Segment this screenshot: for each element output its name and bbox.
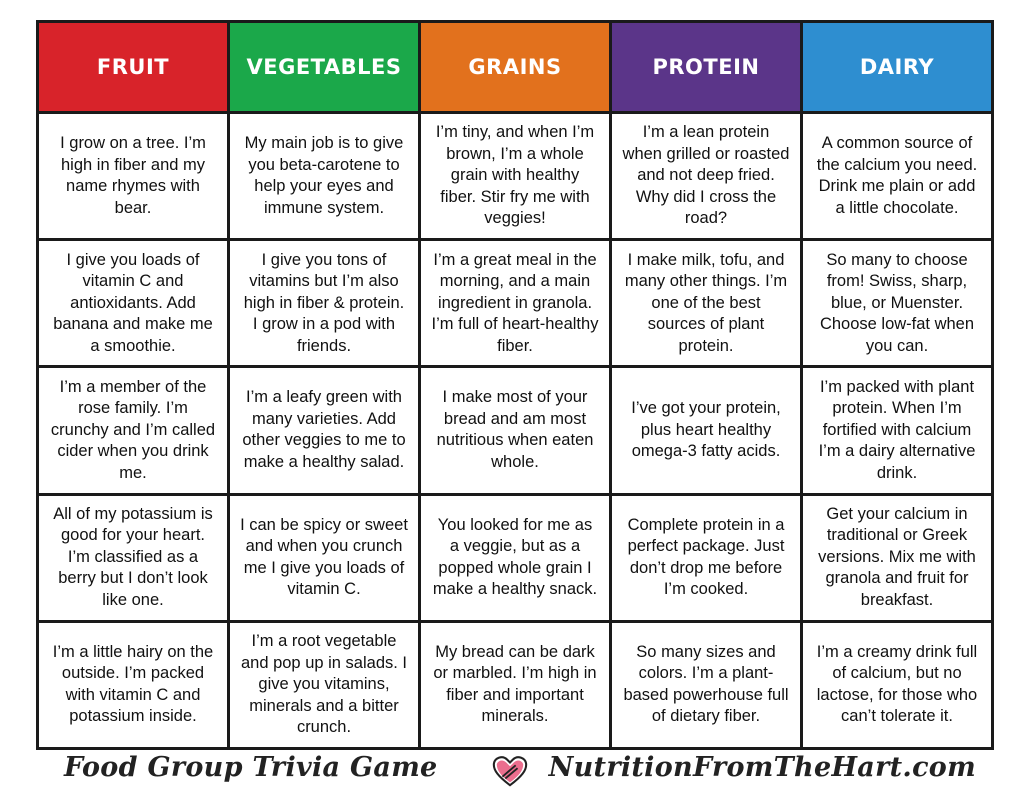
clue-card-dairy [803, 623, 991, 747]
clue-text: I make milk, tofu, and many other things. I’m one of the best sources of plant protein. [624, 250, 788, 355]
clue-text: I’m a root vegetable and pop up in salads. I give you vitamins, minerals and a bitter crunch. [240, 632, 408, 737]
clue-text: Complete protein in a perfect package. Just don’t drop me before I’m cooked. [627, 515, 785, 599]
clue-text: My main job is to give you beta-carotene to help your eyes and immune system. [244, 134, 404, 217]
clue-card-protein [612, 241, 800, 365]
clue-text: Get your calcium in traditional or Greek versions. Mix me with granola and fruit for breakfast. [818, 504, 976, 609]
clue-card-vegetables [230, 241, 418, 365]
clue-text: I can be spicy or sweet and when you crunch me I give you loads of vitamin C. [240, 515, 408, 599]
clue-card-fruit [39, 368, 227, 492]
clue-text: So many sizes and colors. I’m a plant-based powerhouse full of dietary fiber. [623, 642, 789, 726]
clue-card-fruit [39, 496, 227, 620]
clue-card-grains [421, 368, 609, 492]
clue-text: I make most of your bread and am most nutritious when eaten whole. [436, 388, 594, 471]
heart-logo-icon [491, 754, 529, 788]
clue-text: I’m a leafy green with many varieties. Add other veggies to me to make a healthy salad. [242, 388, 406, 471]
column-header-vegetables: VEGETABLES [230, 23, 418, 111]
clue-card-grains [421, 114, 609, 238]
clue-text: I’m a member of the rose family. I’m crunchy and I’m called cider when you drink me. [50, 377, 216, 482]
column-header-fruit: FRUIT [39, 23, 227, 111]
clue-text: I’m a lean protein when grilled or roasted and not deep fried. Why did I cross the road? [622, 123, 790, 228]
trivia-board [36, 20, 994, 750]
clue-text: My bread can be dark or marbled. I’m high in fiber and important minerals. [433, 642, 597, 726]
clue-text: I give you tons of vitamins but I’m also high in fiber & protein. I grow in a pod with friends. [243, 250, 405, 355]
clue-card-dairy [803, 496, 991, 620]
clue-card-dairy [803, 241, 991, 365]
clue-text: I give you loads of vitamin C and antioxidants. Add banana and make me a smoothie. [53, 250, 213, 355]
clue-card-vegetables [230, 368, 418, 492]
clue-card-protein [612, 114, 800, 238]
clue-card-grains [421, 623, 609, 747]
clue-text: A common source of the calcium you need. Drink me plain or add a little chocolate. [816, 134, 978, 217]
clue-card-dairy [803, 368, 991, 492]
column-header-protein: PROTEIN [612, 23, 800, 111]
clue-card-vegetables [230, 114, 418, 238]
clue-card-fruit [39, 623, 227, 747]
clue-text: You looked for me as a veggie, but as a popped whole grain I make a healthy snack. [432, 515, 598, 599]
clue-card-protein [612, 368, 800, 492]
clue-text: I grow on a tree. I’m high in fiber and my name rhymes with bear. [60, 134, 206, 217]
column-header-dairy: DAIRY [803, 23, 991, 111]
clue-card-protein [612, 496, 800, 620]
game-title: Food Group Trivia Game [64, 752, 438, 783]
clue-text: All of my potassium is good for your heart. I’m classified as a berry but I don’t look like one. [53, 504, 213, 609]
clue-card-dairy [803, 114, 991, 238]
site-url: NutritionFromTheHart.com [548, 752, 976, 783]
clue-text: I’m a creamy drink full of calcium, but no lactose, for those who can’t tolerate it. [816, 642, 978, 726]
clue-card-fruit [39, 114, 227, 238]
clue-card-vegetables [230, 623, 418, 747]
clue-text: So many to choose from! Swiss, sharp, blue, or Muenster. Choose low-fat when you can. [819, 250, 975, 355]
clue-card-vegetables [230, 496, 418, 620]
clue-text: I’m tiny, and when I’m brown, I’m a whole grain with healthy fiber. Stir fry me with veggies! [435, 123, 595, 228]
clue-card-grains [421, 496, 609, 620]
clue-text: I’m a great meal in the morning, and a main ingredient in granola. I’m full of heart-healthy fiber. [431, 250, 599, 355]
clue-card-protein [612, 623, 800, 747]
clue-card-fruit [39, 241, 227, 365]
clue-card-grains [421, 241, 609, 365]
clue-text: I’m a little hairy on the outside. I’m packed with vitamin C and potassium inside. [52, 642, 214, 726]
clue-text: I’m packed with plant protein. When I’m fortified with calcium I’m a dairy alternative drink. [818, 377, 976, 482]
footer [0, 750, 1024, 791]
clue-text: I’ve got your protein, plus heart healthy omega-3 fatty acids. [631, 399, 781, 461]
column-header-grains: GRAINS [421, 23, 609, 111]
